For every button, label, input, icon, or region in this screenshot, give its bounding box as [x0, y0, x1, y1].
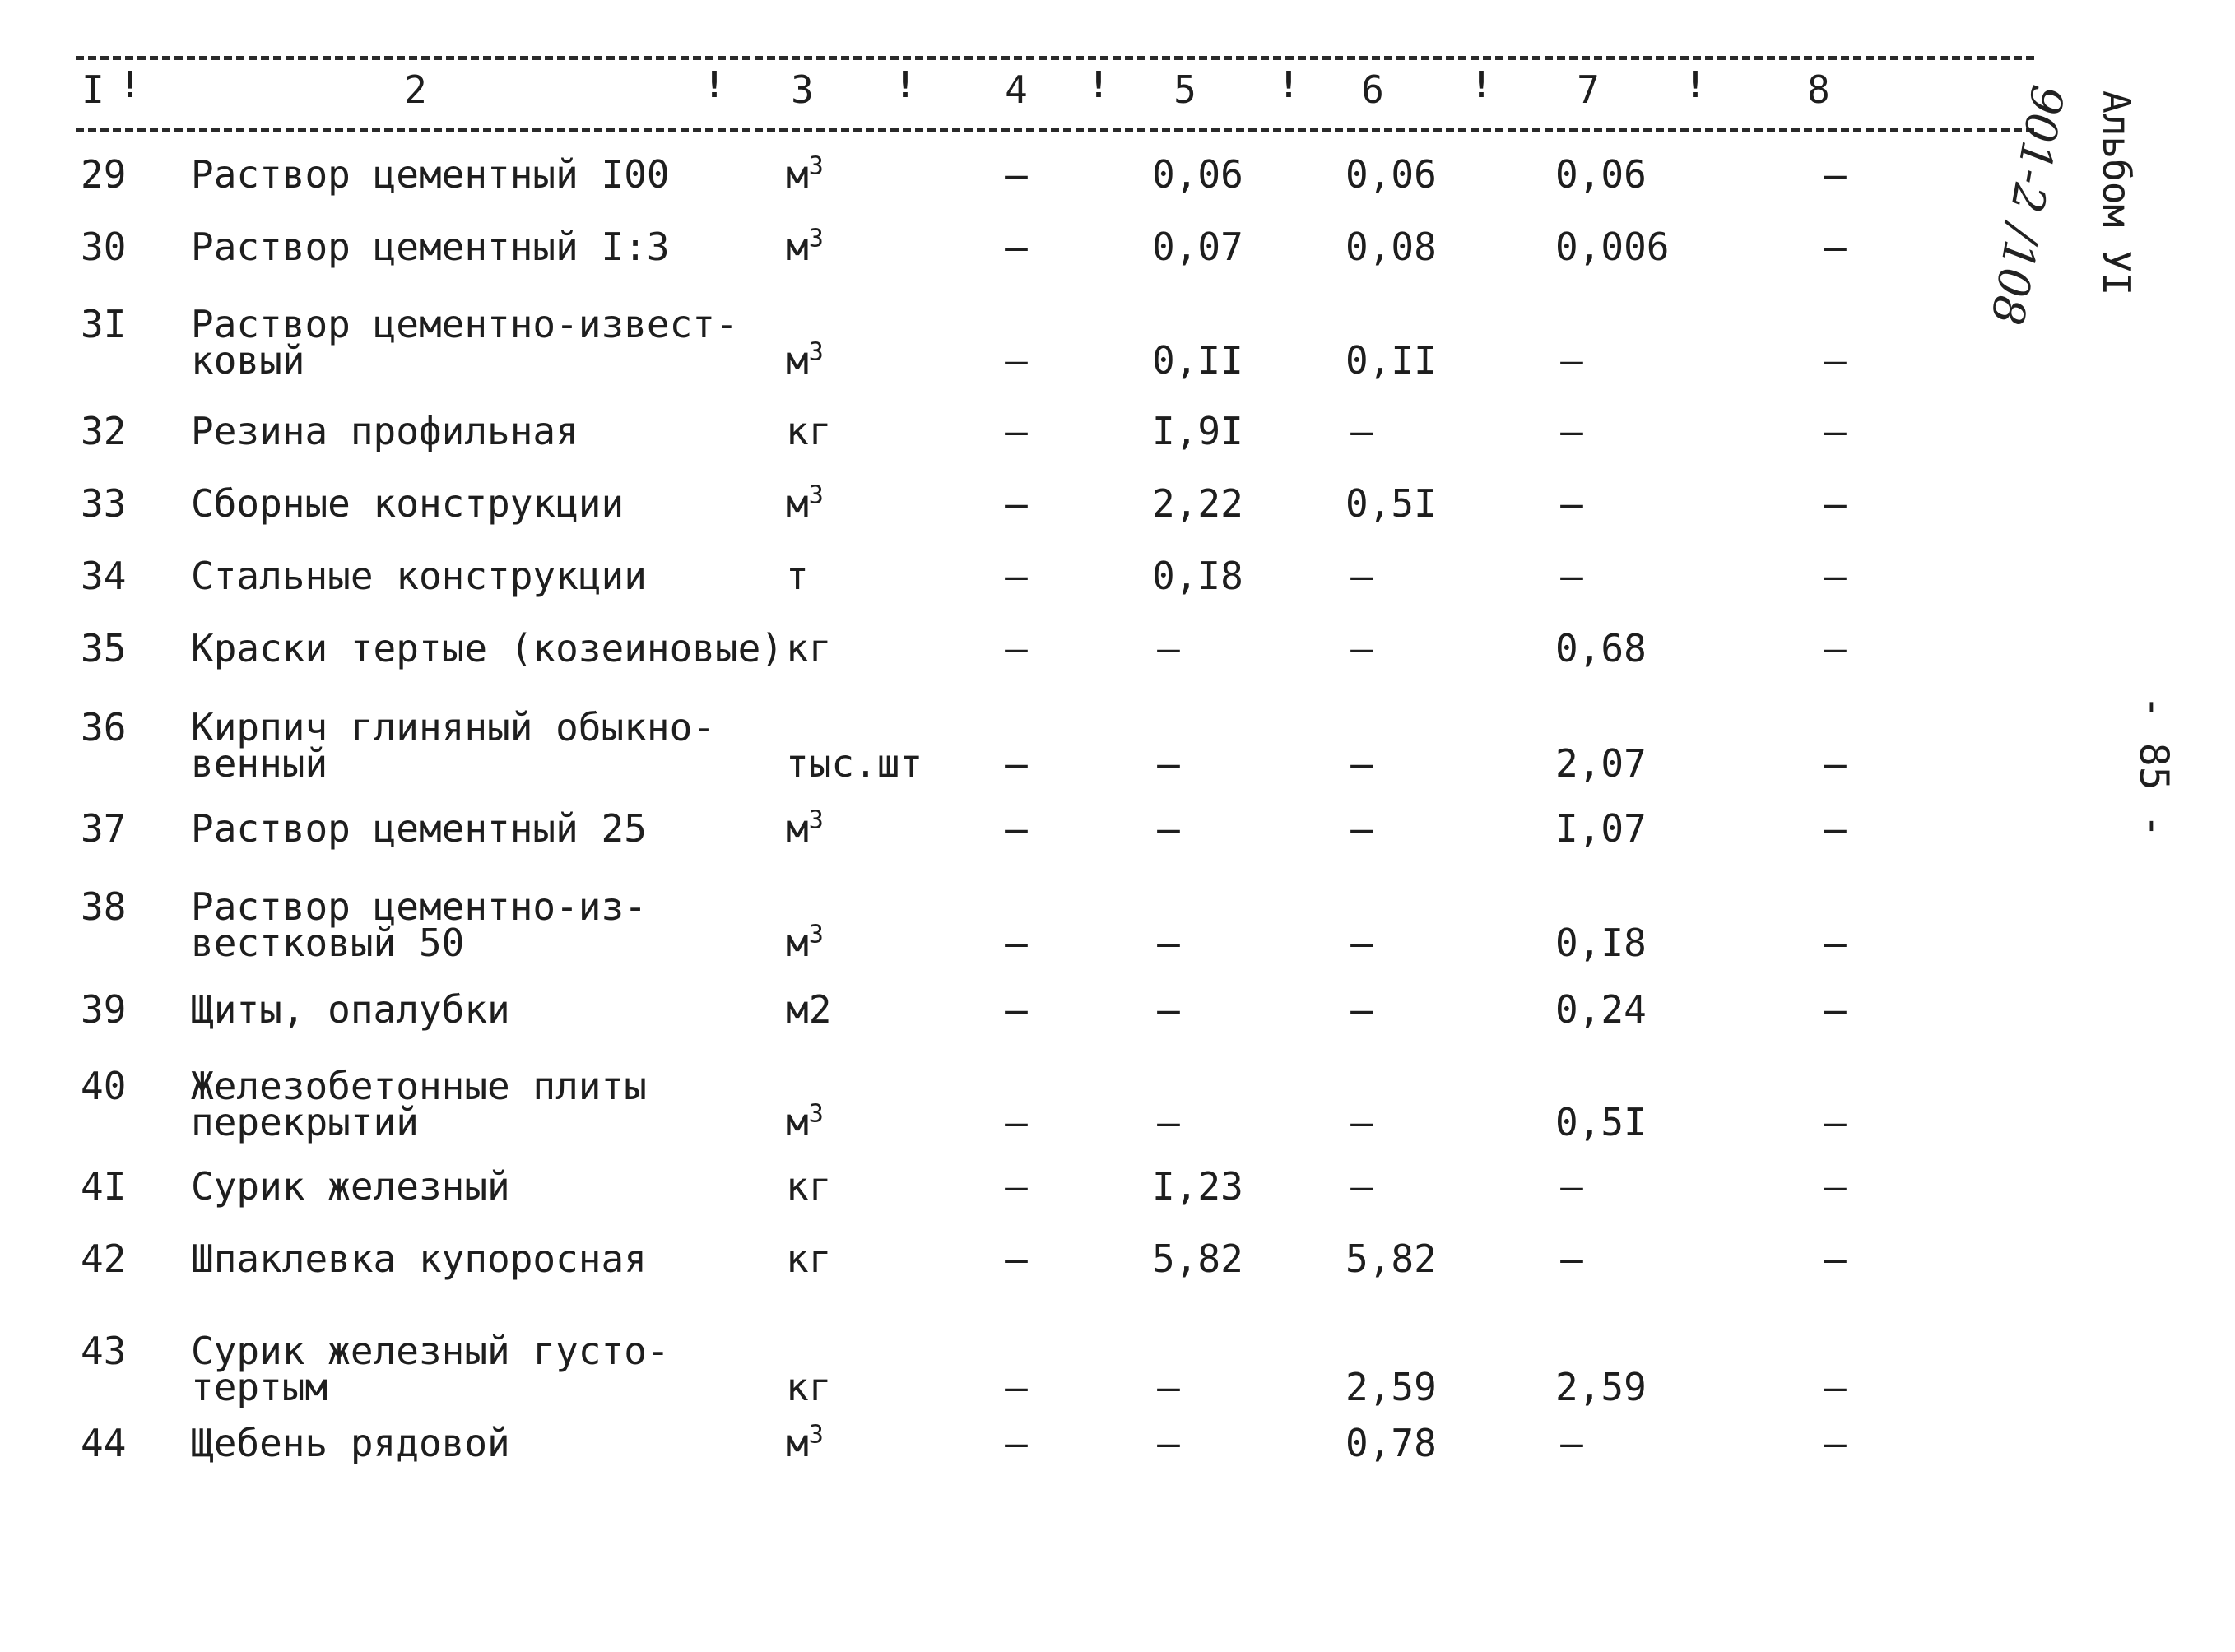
- value-col-6: –: [1350, 987, 1373, 1032]
- header-separator: !: [894, 64, 917, 106]
- value-col-4: –: [1005, 409, 1028, 453]
- material-name: Шпаклевка купоросная: [191, 1237, 647, 1281]
- value-col-4: –: [1005, 225, 1028, 269]
- value-col-5: 0,07: [1152, 225, 1243, 269]
- value-col-6: –: [1350, 409, 1373, 453]
- material-name: Раствор цементный I:3: [191, 225, 670, 269]
- value-col-5: 0,I8: [1152, 554, 1243, 598]
- value-col-5: –: [1157, 806, 1180, 851]
- header-col-1: I: [81, 67, 105, 112]
- unit-of-measure: кг: [786, 626, 832, 671]
- unit-of-measure: $м^3$: [786, 920, 824, 965]
- value-col-5: 0,II: [1152, 338, 1243, 383]
- value-col-8: –: [1824, 987, 1847, 1032]
- album-label: Альбом УI: [2094, 90, 2139, 296]
- unit-of-measure: $м^3$: [786, 151, 824, 197]
- material-name: Сурик железный: [191, 1164, 510, 1209]
- row-number: 42: [81, 1237, 127, 1281]
- row-number: 35: [81, 626, 127, 671]
- material-name: Сборные конструкции: [191, 481, 625, 526]
- value-col-6: –: [1350, 1164, 1373, 1209]
- header-separator: !: [118, 64, 142, 106]
- header-col-5: 5: [1173, 67, 1196, 112]
- value-col-5: –: [1157, 1100, 1180, 1144]
- unit-of-measure: $м^3$: [786, 337, 824, 383]
- header-separator: !: [703, 64, 726, 106]
- header-separator: !: [1684, 64, 1707, 106]
- unit-of-measure: кг: [786, 1164, 832, 1209]
- material-name: Раствор цементно-из- вестковый 50: [191, 884, 647, 965]
- row-number: 39: [81, 987, 127, 1032]
- value-col-4: –: [1005, 1421, 1028, 1465]
- unit-of-measure: $м^3$: [786, 805, 824, 851]
- value-col-4: –: [1005, 152, 1028, 197]
- value-col-8: –: [1824, 225, 1847, 269]
- value-col-6: –: [1350, 554, 1373, 598]
- value-col-6: 0,5I: [1345, 481, 1437, 526]
- value-col-6: 0,78: [1345, 1421, 1437, 1465]
- material-name: Железобетонные плиты перекрытий: [191, 1064, 647, 1144]
- value-col-7: –: [1560, 1237, 1583, 1281]
- unit-of-measure: кг: [786, 409, 832, 453]
- row-number: 44: [81, 1421, 127, 1465]
- row-number: 29: [81, 152, 127, 197]
- page-number: - 85 -: [2130, 695, 2177, 838]
- value-col-6: –: [1350, 806, 1373, 851]
- header-col-6: 6: [1361, 67, 1384, 112]
- value-col-6: –: [1350, 741, 1373, 786]
- value-col-4: –: [1005, 338, 1028, 383]
- row-number: 4I: [81, 1164, 127, 1209]
- row-number: 43: [81, 1329, 127, 1373]
- value-col-8: –: [1824, 481, 1847, 526]
- material-name: Раствор цементный 25: [191, 806, 647, 851]
- value-col-7: 0,5I: [1555, 1100, 1647, 1144]
- header-col-3: 3: [791, 67, 814, 112]
- row-number: 32: [81, 409, 127, 453]
- header-separator: !: [1087, 64, 1110, 106]
- value-col-8: –: [1824, 741, 1847, 786]
- material-name: Стальные конструкции: [191, 554, 647, 598]
- value-col-6: –: [1350, 626, 1373, 671]
- unit-of-measure: тыс.шт: [786, 741, 923, 786]
- value-col-8: –: [1824, 1237, 1847, 1281]
- value-col-5: 5,82: [1152, 1237, 1243, 1281]
- value-col-5: I,23: [1152, 1164, 1243, 1209]
- material-name: Раствор цементно-извест- ковый: [191, 302, 738, 383]
- material-name: Резина профильная: [191, 409, 578, 453]
- value-col-5: –: [1157, 626, 1180, 671]
- header-separator: !: [1277, 64, 1300, 106]
- value-col-4: –: [1005, 481, 1028, 526]
- value-col-7: –: [1560, 1164, 1583, 1209]
- value-col-6: 2,59: [1345, 1365, 1437, 1409]
- value-col-6: 0,08: [1345, 225, 1437, 269]
- value-col-7: 0,06: [1555, 152, 1647, 197]
- value-col-7: –: [1560, 554, 1583, 598]
- unit-of-measure: $м^3$: [786, 1420, 824, 1465]
- value-col-7: 2,59: [1555, 1365, 1647, 1409]
- value-col-6: 0,II: [1345, 338, 1437, 383]
- header-separator: !: [1470, 64, 1493, 106]
- value-col-7: 2,07: [1555, 741, 1647, 786]
- value-col-6: 5,82: [1345, 1237, 1437, 1281]
- row-number: 3I: [81, 302, 127, 346]
- row-number: 36: [81, 705, 127, 749]
- unit-of-measure: $м^3$: [786, 480, 824, 526]
- series-handwritten-label: 901-2 /108: [1980, 81, 2074, 329]
- value-col-8: –: [1824, 921, 1847, 965]
- row-number: 34: [81, 554, 127, 598]
- value-col-5: –: [1157, 921, 1180, 965]
- value-col-7: –: [1560, 338, 1583, 383]
- value-col-8: –: [1824, 1100, 1847, 1144]
- value-col-8: –: [1824, 554, 1847, 598]
- material-name: Раствор цементный I00: [191, 152, 670, 197]
- unit-of-measure: м2: [786, 987, 832, 1032]
- value-col-4: –: [1005, 626, 1028, 671]
- row-number: 37: [81, 806, 127, 851]
- header-col-8: 8: [1807, 67, 1830, 112]
- header-top-rule: [76, 56, 2034, 60]
- value-col-4: –: [1005, 1164, 1028, 1209]
- value-col-5: 0,06: [1152, 152, 1243, 197]
- unit-of-measure: $м^3$: [786, 1099, 824, 1144]
- value-col-7: –: [1560, 481, 1583, 526]
- value-col-5: –: [1157, 1365, 1180, 1409]
- value-col-7: 0,I8: [1555, 921, 1647, 965]
- value-col-8: –: [1824, 409, 1847, 453]
- value-col-4: –: [1005, 1100, 1028, 1144]
- value-col-4: –: [1005, 806, 1028, 851]
- unit-of-measure: кг: [786, 1237, 832, 1281]
- value-col-7: 0,24: [1555, 987, 1647, 1032]
- header-col-4: 4: [1005, 67, 1028, 112]
- value-col-8: –: [1824, 1164, 1847, 1209]
- value-col-7: I,07: [1555, 806, 1647, 851]
- value-col-7: 0,68: [1555, 626, 1647, 671]
- header-col-2: 2: [404, 67, 427, 112]
- value-col-5: –: [1157, 987, 1180, 1032]
- value-col-7: –: [1560, 1421, 1583, 1465]
- value-col-4: –: [1005, 1237, 1028, 1281]
- value-col-5: 2,22: [1152, 481, 1243, 526]
- row-number: 40: [81, 1064, 127, 1108]
- material-name: Кирпич глиняный обыкно- венный: [191, 705, 715, 786]
- value-col-5: –: [1157, 1421, 1180, 1465]
- value-col-8: –: [1824, 338, 1847, 383]
- value-col-8: –: [1824, 806, 1847, 851]
- material-name: Щебень рядовой: [191, 1421, 510, 1465]
- value-col-6: 0,06: [1345, 152, 1437, 197]
- row-number: 33: [81, 481, 127, 526]
- value-col-7: –: [1560, 409, 1583, 453]
- unit-of-measure: кг: [786, 1365, 832, 1409]
- value-col-4: –: [1005, 1365, 1028, 1409]
- value-col-6: –: [1350, 1100, 1373, 1144]
- material-name: Щиты, опалубки: [191, 987, 510, 1032]
- value-col-8: –: [1824, 1365, 1847, 1409]
- value-col-4: –: [1005, 921, 1028, 965]
- value-col-8: –: [1824, 1421, 1847, 1465]
- value-col-5: –: [1157, 741, 1180, 786]
- value-col-4: –: [1005, 554, 1028, 598]
- value-col-7: 0,006: [1555, 225, 1670, 269]
- material-name: Сурик железный густо- тертым: [191, 1329, 670, 1409]
- unit-of-measure: $м^3$: [786, 224, 824, 269]
- value-col-8: –: [1824, 626, 1847, 671]
- header-bottom-rule: [76, 128, 2034, 132]
- material-name: Краски тертые (козеиновые): [191, 626, 784, 671]
- row-number: 30: [81, 225, 127, 269]
- value-col-4: –: [1005, 987, 1028, 1032]
- unit-of-measure: т: [786, 554, 809, 598]
- value-col-5: I,9I: [1152, 409, 1243, 453]
- header-col-7: 7: [1577, 67, 1600, 112]
- value-col-4: –: [1005, 741, 1028, 786]
- row-number: 38: [81, 884, 127, 929]
- value-col-8: –: [1824, 152, 1847, 197]
- value-col-6: –: [1350, 921, 1373, 965]
